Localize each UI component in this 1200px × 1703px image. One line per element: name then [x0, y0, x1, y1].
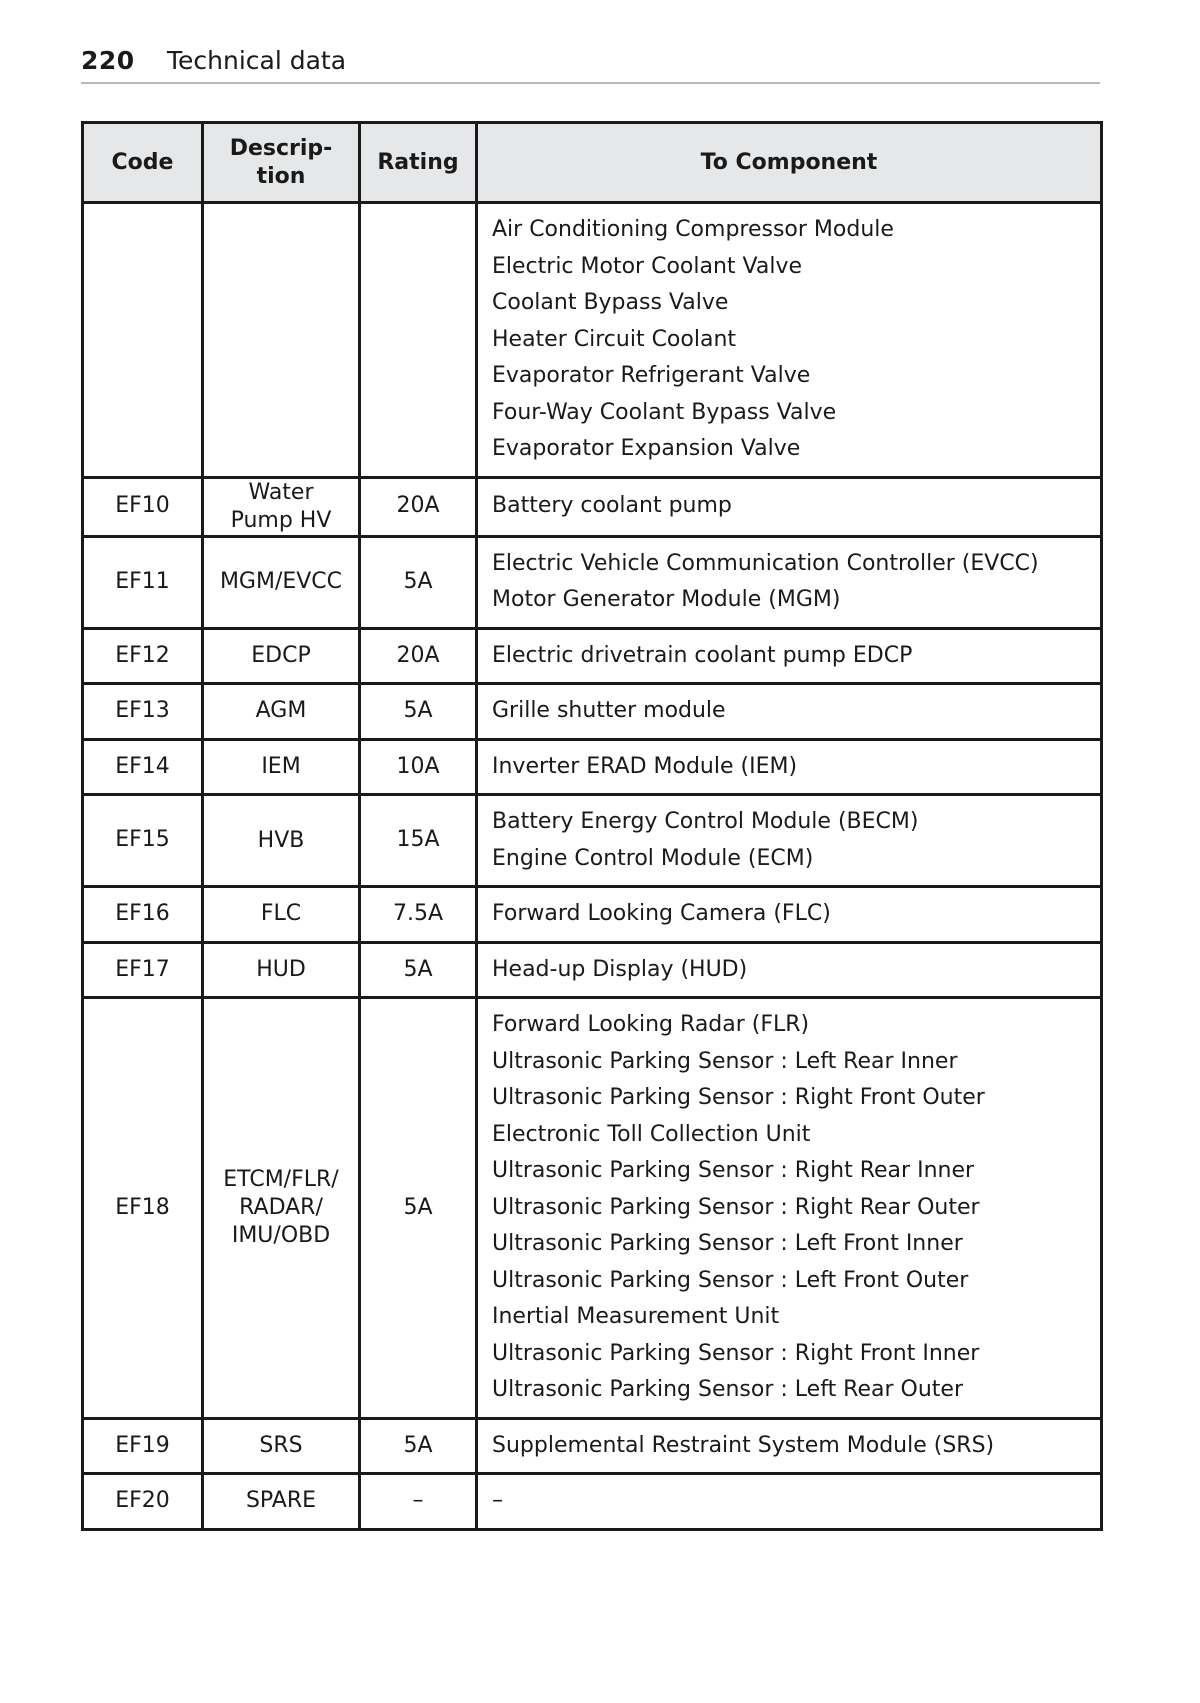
component-line: Evaporator Expansion Valve: [492, 436, 801, 461]
component-line: Inverter ERAD Module (IEM): [492, 753, 798, 779]
table-row: [83, 942, 1102, 998]
cell-description: FLC: [203, 887, 360, 943]
cell-description: [203, 998, 360, 1419]
cell-description: MGM/EVCC: [203, 536, 360, 628]
component-line: Ultrasonic Parking Sensor : Right Front Outer: [492, 1085, 985, 1110]
component-line: –: [492, 1488, 503, 1513]
description-line: Water: [248, 479, 314, 505]
table-row: [83, 203, 1102, 478]
cell-rating: 5A: [360, 684, 477, 740]
cell-to-component: [477, 942, 1102, 998]
cell-to-component: [477, 536, 1102, 628]
cell-to-component: [477, 203, 1102, 478]
component-line: Forward Looking Radar (FLR): [492, 1012, 810, 1037]
table-row: [83, 1418, 1102, 1474]
component-line: Grille shutter module: [492, 698, 726, 723]
cell-rating: 20A: [360, 628, 477, 684]
description-line: Pump HV: [230, 507, 332, 533]
table-row: [83, 887, 1102, 943]
component-line: Battery coolant pump: [492, 493, 732, 519]
cell-code: EF15: [83, 795, 203, 887]
component-line: Ultrasonic Parking Sensor : Left Rear Outer: [492, 1377, 964, 1402]
cell-code: EF18: [83, 998, 203, 1419]
col-header-text: Rating: [377, 149, 459, 175]
section-title: Technical data: [167, 46, 347, 75]
col-header-text: To Component: [700, 149, 878, 175]
cell-code: EF20: [83, 1474, 203, 1530]
cell-to-component: [477, 628, 1102, 684]
cell-rating: 15A: [360, 795, 477, 887]
cell-description: HUD: [203, 942, 360, 998]
component-line: Four-Way Coolant Bypass Valve: [492, 399, 837, 425]
col-header-text: tion: [256, 163, 306, 189]
component-line: Heater Circuit Coolant: [492, 326, 737, 352]
component-line: Coolant Bypass Valve: [492, 290, 729, 315]
component-line: Supplemental Restraint System Module (SRS): [492, 1432, 995, 1458]
cell-code: EF14: [83, 739, 203, 795]
table-row: [83, 536, 1102, 628]
col-header-code: [83, 123, 203, 203]
component-line: Head-up Display (HUD): [492, 956, 748, 982]
cell-description: HVB: [203, 795, 360, 887]
table-row: [83, 628, 1102, 684]
cell-to-component: [477, 739, 1102, 795]
col-header-description: [203, 123, 360, 203]
cell-rating: 5A: [360, 942, 477, 998]
col-header-to-component: [477, 123, 1102, 203]
cell-rating: 5A: [360, 1418, 477, 1474]
table-row: [83, 477, 1102, 536]
table-row: [83, 739, 1102, 795]
table-header-row: [83, 123, 1102, 203]
cell-code: EF10: [83, 477, 203, 536]
component-line: Ultrasonic Parking Sensor : Right Rear Outer: [492, 1194, 980, 1220]
col-header-text: Code: [111, 149, 174, 175]
cell-description: SRS: [203, 1418, 360, 1474]
component-line: Ultrasonic Parking Sensor : Right Rear Inner: [492, 1158, 975, 1183]
cell-code: EF13: [83, 684, 203, 740]
cell-code: EF16: [83, 887, 203, 943]
cell-description: [203, 203, 360, 478]
component-line: Battery Energy Control Module (BECM): [492, 809, 919, 834]
col-header-text: Descrip-: [229, 135, 333, 161]
cell-to-component: [477, 795, 1102, 887]
fuse-table: [81, 121, 1103, 1531]
table-row: [83, 998, 1102, 1419]
cell-to-component: [477, 684, 1102, 740]
col-header-rating: [360, 123, 477, 203]
cell-to-component: [477, 477, 1102, 536]
cell-rating: 20A: [360, 477, 477, 536]
cell-code: EF12: [83, 628, 203, 684]
table-row: [83, 1474, 1102, 1530]
cell-description: EDCP: [203, 628, 360, 684]
component-line: Inertial Measurement Unit: [492, 1304, 780, 1329]
component-line: Ultrasonic Parking Sensor : Left Front Outer: [492, 1267, 969, 1293]
cell-code: EF11: [83, 536, 203, 628]
page-number: 220: [81, 46, 135, 75]
cell-description: IEM: [203, 739, 360, 795]
cell-rating: [360, 203, 477, 478]
cell-rating: 10A: [360, 739, 477, 795]
cell-to-component: [477, 887, 1102, 943]
component-line: Air Conditioning Compressor Module: [492, 217, 894, 242]
component-line: Electric drivetrain coolant pump EDCP: [492, 642, 913, 668]
component-line: Ultrasonic Parking Sensor : Right Front Inner: [492, 1340, 980, 1366]
description-line: IMU/OBD: [231, 1222, 331, 1248]
cell-to-component: [477, 1418, 1102, 1474]
cell-rating: 5A: [360, 998, 477, 1419]
cell-code: EF17: [83, 942, 203, 998]
component-line: Ultrasonic Parking Sensor : Left Front Inner: [492, 1231, 963, 1256]
page-header: [81, 44, 1100, 84]
cell-description: [203, 477, 360, 536]
table-header: [83, 123, 1102, 203]
cell-code: EF19: [83, 1418, 203, 1474]
table-row: [83, 684, 1102, 740]
cell-to-component: [477, 1474, 1102, 1530]
component-line: Ultrasonic Parking Sensor : Left Rear Inner: [492, 1048, 958, 1074]
component-line: Electric Motor Coolant Valve: [492, 253, 803, 279]
component-line: Motor Generator Module (MGM): [492, 587, 841, 612]
cell-to-component: [477, 998, 1102, 1419]
component-line: Engine Control Module (ECM): [492, 845, 814, 871]
cell-rating: 5A: [360, 536, 477, 628]
component-line: Forward Looking Camera (FLC): [492, 901, 831, 926]
description-line: ETCM/FLR/: [223, 1166, 339, 1192]
component-line: Electric Vehicle Communication Controller (EVCC): [492, 550, 1039, 576]
table-row: [83, 795, 1102, 887]
component-line: Evaporator Refrigerant Valve: [492, 363, 811, 388]
component-line: Electronic Toll Collection Unit: [492, 1121, 811, 1147]
cell-description: AGM: [203, 684, 360, 740]
cell-code: [83, 203, 203, 478]
cell-rating: 7.5A: [360, 887, 477, 943]
cell-description: SPARE: [203, 1474, 360, 1530]
cell-rating: –: [360, 1474, 477, 1530]
table-body: [83, 203, 1102, 1530]
description-line: RADAR/: [239, 1194, 323, 1220]
